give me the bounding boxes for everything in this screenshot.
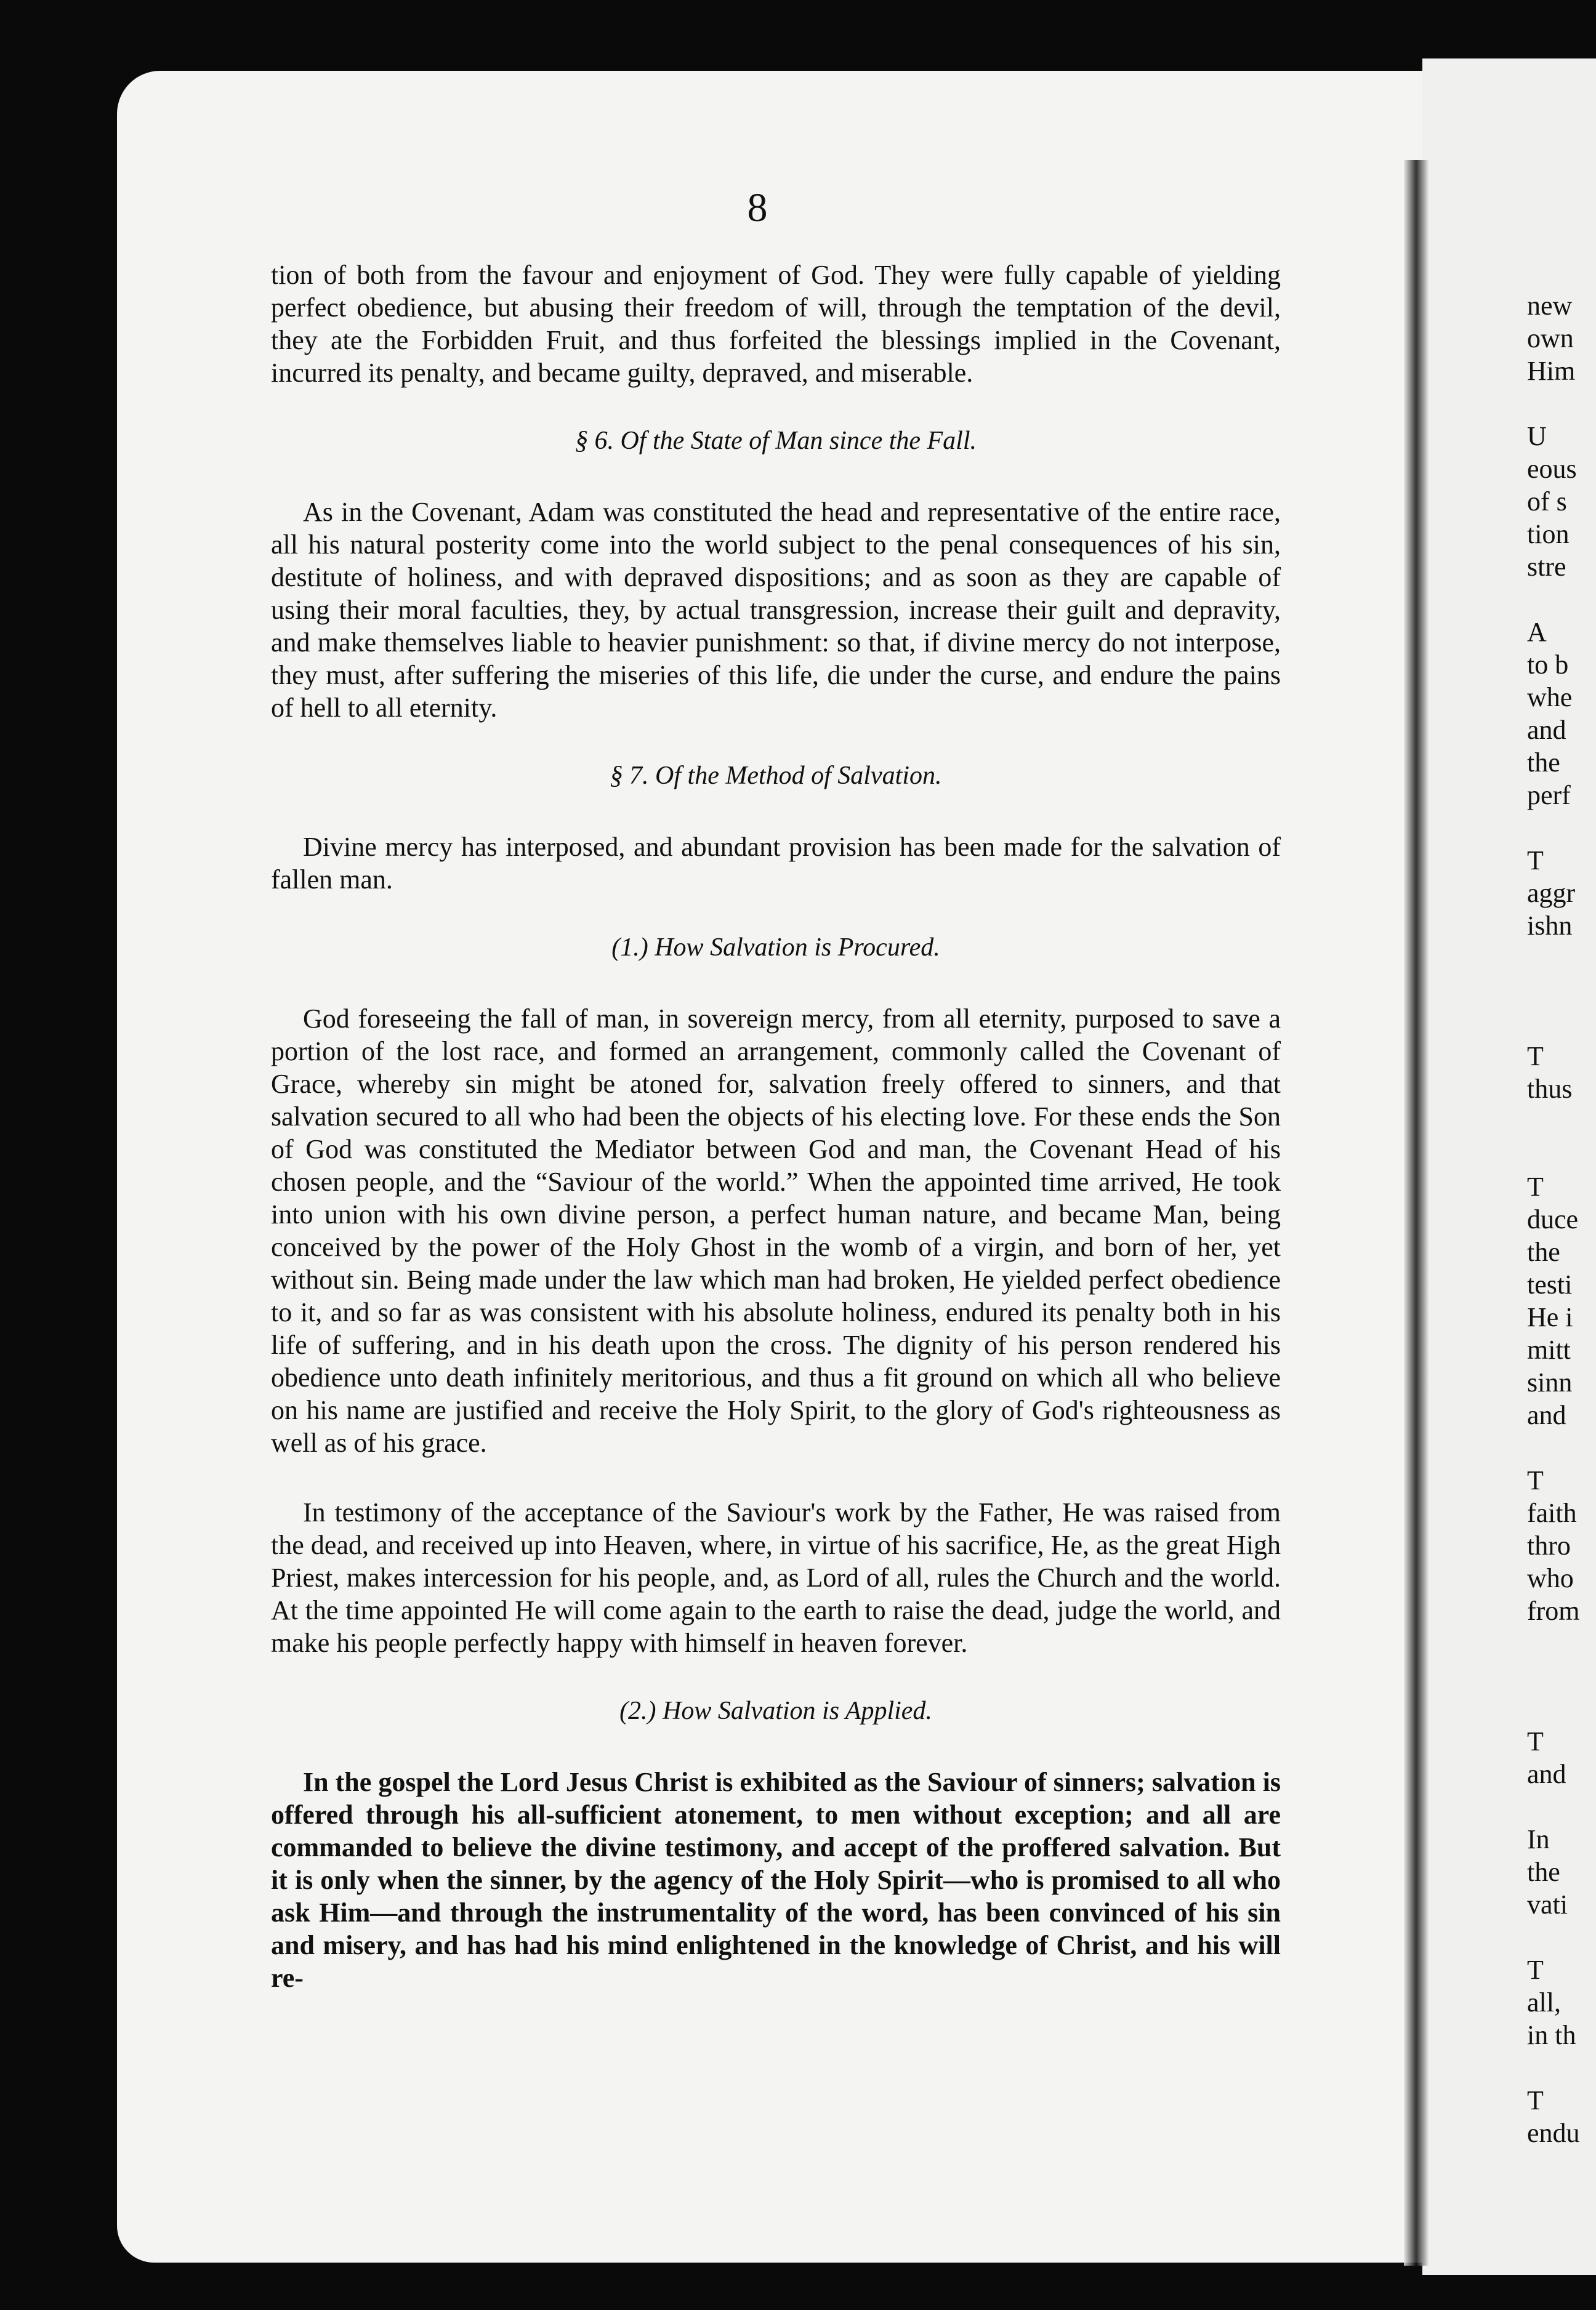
facing-page-line: testi [1527,1270,1573,1300]
facing-page-line: T [1527,1955,1544,1985]
facing-page-line: thro [1527,1531,1571,1561]
facing-page-line: the [1527,1857,1560,1887]
facing-page-line [1527,1138,1596,1170]
facing-page-line: to b [1527,650,1569,680]
page-number: 8 [747,185,768,230]
facing-page-line: T [1527,1041,1544,1071]
facing-page-line: mitt [1527,1335,1571,1365]
facing-page-line: all, [1527,1987,1561,2018]
facing-page-line: stre [1527,552,1566,582]
section-heading: § 7. Of the Method of Salvation. [610,762,942,790]
facing-page-line: Him [1527,356,1576,386]
facing-page-line: own [1527,323,1574,353]
facing-page-line: aggr [1527,878,1576,908]
facing-page-line: who [1527,1563,1574,1593]
facing-page-line [1527,583,1596,616]
facing-page-line [1527,2051,1596,2084]
facing-page-line: T [1527,1726,1544,1757]
facing-page-line: T [1527,1465,1544,1495]
section-heading: (2.) How Salvation is Applied. [619,1697,932,1725]
facing-page-line: T [1527,1172,1544,1202]
facing-page-line: perf [1527,780,1571,810]
section-heading: § 6. Of the State of Man since the Fall. [574,427,977,455]
facing-page-line [1527,811,1596,844]
facing-page-line: sinn [1527,1367,1573,1398]
facing-page-line: tion [1527,519,1570,549]
facing-page-line: duce [1527,1204,1579,1234]
facing-page-line: and [1527,1759,1566,1789]
facing-page-line: from [1527,1596,1580,1626]
paragraph: Divine mercy has interposed, and abundant provision has been made for the salvation of fallen man. [271,832,1281,895]
paragraph: In testimony of the acceptance of the Saviour's work by the Father, He was raised from the dead, and received up into Heaven, where, in virtue of his sacrifice, He, as the great High Priest, makes intercession for his people, and, as Lord of all, rules the Church and the world. At the time appointed He will come again to the earth to raise the dead, judge the world, and make his people perfectly happy with himself in heaven forever. [271,1497,1281,1658]
facing-page-line: of s [1527,486,1567,517]
paragraph-gap [271,1459,1281,1496]
facing-page-line: new [1527,291,1573,321]
book-gutter [1404,160,1429,2266]
facing-page-line: T [1527,2085,1544,2115]
facing-page-line [1527,1921,1596,1954]
page-text [271,259,1281,1994]
facing-page-line: He i [1527,1302,1573,1332]
facing-page-line: and [1527,1400,1566,1430]
facing-page-line [1527,1007,1596,1040]
facing-page-line [1527,1790,1596,1823]
facing-page-line: thus [1527,1074,1573,1104]
facing-page-line [1527,1627,1596,1660]
paragraph: In the gospel the Lord Jesus Christ is exhibited as the Saviour of sinners; salvation is offered through his all-sufficient atonement, to men without exception; and all are commanded to believe the divine testimony, and accept of the proffered salvation. But it is only when the sinner, by the agency of the Holy Spirit—who is promised to all who ask Him—and through the instrumentality of the word, has been convinced of his sin and misery, and has had his mind enlightened in the knowledge of Christ, and his will re- [271,1767,1281,1993]
facing-page-text [1527,289,1596,2149]
facing-page-line [1527,942,1596,975]
facing-page-line [1527,1431,1596,1464]
facing-page-line [1527,1660,1596,1692]
facing-page-line: the [1527,747,1560,778]
facing-page-line: endu [1527,2118,1580,2148]
facing-page-line [1527,387,1596,420]
facing-page-line [1527,1692,1596,1725]
facing-page-line: in th [1527,2020,1576,2050]
facing-page-line: In [1527,1824,1550,1854]
facing-page-line [1527,975,1596,1007]
section-heading: (1.) How Salvation is Procured. [611,933,940,962]
paragraph: As in the Covenant, Adam was constituted the head and representative of the entire race, all his natural posterity come into the world subject to the penal consequences of his sin, destitute of holiness, and with depraved dispositions; and as soon as they are capable of using their moral faculties, they, by actual transgression, increase their guilt and depravity, and make themselves liable to heavier punishment: so that, if divine mercy do not interpose, they must, after suffering the miseries of this life, die under the curse, and endure the pains of hell to all eternity. [271,497,1281,723]
facing-page-line [1527,1105,1596,1138]
paragraph: God foreseeing the fall of man, in sovereign mercy, from all eternity, purposed to save a portion of the lost race, and formed an arrangement, commonly called the Covenant of Grace, whereby sin might be atoned for, salvation freely offered to sinners, and that salvation secured to all who had been the objects of his electing love. For these ends the Son of God was constituted the Mediator between God and man, the Covenant Head of his chosen people, and the “Saviour of the world.” When the appointed time arrived, He took into union with his own divine person, a perfect human nature, and became Man, being conceived by the power of the Holy Ghost in the womb of a virgin, and born of her, yet without sin. Being made under the law which man had broken, He yielded perfect obedience to it, and so far as was consistent with his absolute holiness, endured its penalty both in his life of suffering, and in his death upon the cross. The dignity of his person rendered his obedience unto death infinitely meritorious, and thus a fit ground on which all who believe on his name are justified and receive the Holy Spirit, to the glory of God's righteousness as well as of his grace. [271,1004,1281,1458]
facing-page-line: whe [1527,682,1573,712]
facing-page-line: T [1527,845,1544,875]
facing-page-line: the [1527,1237,1560,1267]
facing-page-line: U [1527,421,1547,451]
facing-page-line: ishn [1527,911,1573,941]
facing-page-line: eous [1527,454,1577,484]
facing-page-line: vati [1527,1889,1568,1920]
facing-page-line: A [1527,617,1547,647]
facing-page-line: faith [1527,1498,1577,1528]
facing-page-line: and [1527,715,1566,745]
paragraph: tion of both from the favour and enjoyment of God. They were fully capable of yielding perfect obedience, but abusing their freedom of will, through the temptation of the devil, they ate the Forbidden Fruit, and thus forfeited the blessings implied in the Covenant, incurred its penalty, and became guilty, depraved, and miserable. [271,260,1281,388]
